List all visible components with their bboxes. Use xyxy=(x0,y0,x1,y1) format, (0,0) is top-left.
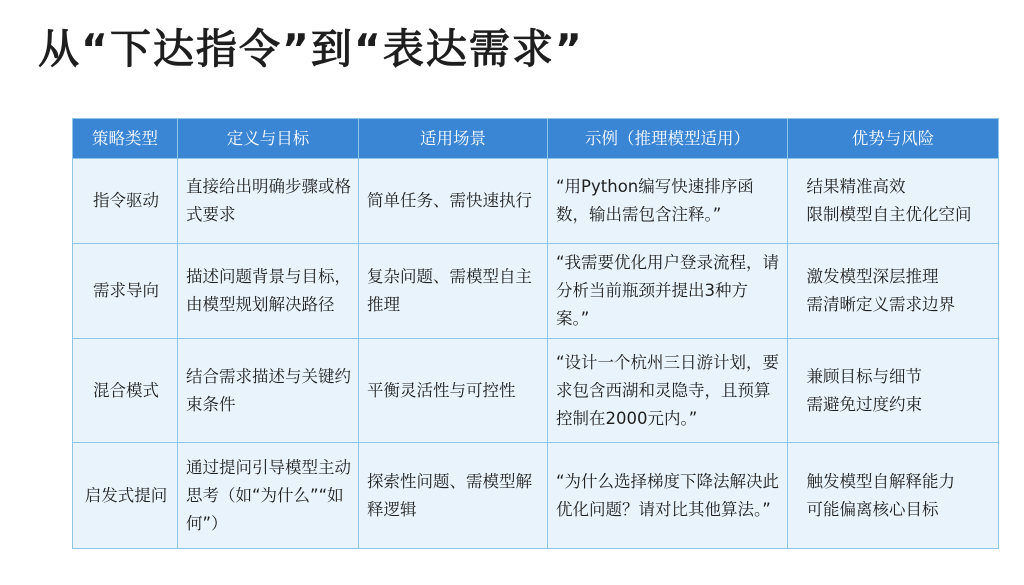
cell-type: 启发式提问 xyxy=(73,443,178,549)
cell-scenario: 探索性问题、需模型解释逻辑 xyxy=(359,443,548,549)
cell-advantages xyxy=(788,339,999,443)
cell-advantages xyxy=(788,244,999,339)
cell-example: “我需要优化用户登录流程，请分析当前瓶颈并提出3种方案。” xyxy=(548,244,788,339)
cell-type: 需求导向 xyxy=(73,244,178,339)
table-row xyxy=(73,244,999,339)
cell-definition: 直接给出明确步骤或格式要求 xyxy=(178,159,359,244)
cell-example: “设计一个杭州三日游计划，要求包含西湖和灵隐寺，且预算控制在2000元内。” xyxy=(548,339,788,443)
header-definition: 定义与目标 xyxy=(178,119,359,159)
risk-text: 限制模型自主优化空间 xyxy=(796,205,972,224)
cell-advantages xyxy=(788,443,999,549)
cell-type: 指令驱动 xyxy=(73,159,178,244)
header-advantages-risks: 优势与风险 xyxy=(788,119,999,159)
cell-example: “用Python编写快速排序函数，输出需包含注释。” xyxy=(548,159,788,244)
header-scenario: 适用场景 xyxy=(359,119,548,159)
cell-definition: 描述问题背景与目标，由模型规划解决路径 xyxy=(178,244,359,339)
cell-scenario: 平衡灵活性与可控性 xyxy=(359,339,548,443)
cell-advantages xyxy=(788,159,999,244)
cell-scenario: 复杂问题、需模型自主推理 xyxy=(359,244,548,339)
advantage-text: 结果精准高效 xyxy=(796,177,906,196)
table-row xyxy=(73,339,999,443)
table-header-row xyxy=(73,119,999,159)
strategy-table xyxy=(72,118,999,549)
cell-example: “为什么选择梯度下降法解决此优化问题？请对比其他算法。” xyxy=(548,443,788,549)
risk-text: 需清晰定义需求边界 xyxy=(796,295,955,314)
header-example: 示例（推理模型适用） xyxy=(548,119,788,159)
table-row xyxy=(73,159,999,244)
risk-text: 需避免过度约束 xyxy=(796,394,922,414)
risk-text: 可能偏离核心目标 xyxy=(796,499,939,519)
slide-title: 从“下达指令”到“表达需求” xyxy=(38,25,584,73)
cell-definition: 通过提问引导模型主动思考（如“为什么”“如何”） xyxy=(178,443,359,549)
advantage-text: 触发模型自解释能力 xyxy=(796,471,955,491)
cell-scenario: 简单任务、需快速执行 xyxy=(359,159,548,244)
cell-type: 混合模式 xyxy=(73,339,178,443)
advantage-text: 兼顾目标与细节 xyxy=(796,366,922,386)
header-strategy-type: 策略类型 xyxy=(73,119,178,159)
table-row xyxy=(73,443,999,549)
cell-definition: 结合需求描述与关键约束条件 xyxy=(178,339,359,443)
advantage-text: 激发模型深层推理 xyxy=(796,267,939,286)
